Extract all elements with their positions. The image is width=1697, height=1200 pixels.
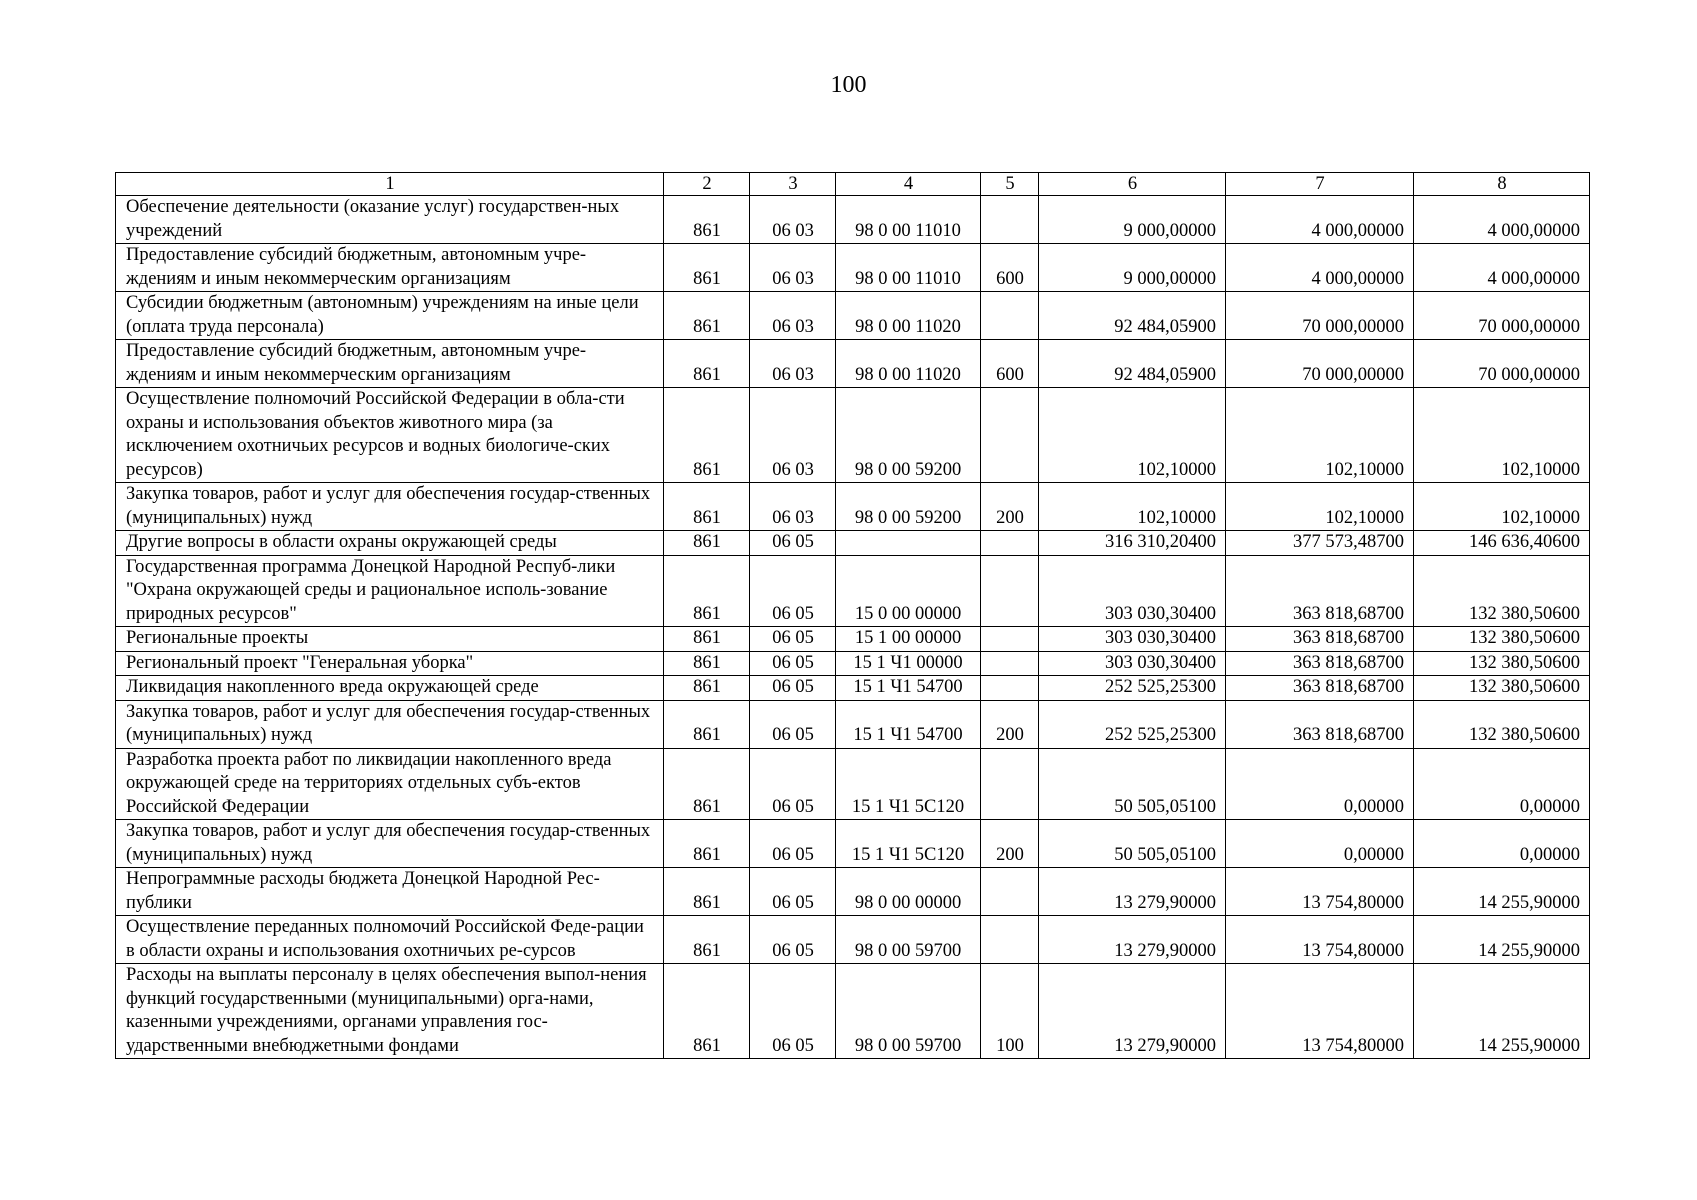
column-header: 7 (1226, 173, 1414, 196)
cell-section-code: 06 03 (750, 388, 836, 483)
page-number: 100 (830, 72, 867, 98)
cell-expense-type (981, 196, 1039, 244)
column-header: 1 (116, 173, 664, 196)
cell-amount-year3: 4 000,00000 (1414, 244, 1590, 292)
cell-name: Ликвидация накопленного вреда окружающей среде (116, 676, 664, 701)
cell-section-code: 06 05 (750, 700, 836, 748)
cell-target-code: 98 0 00 00000 (836, 868, 981, 916)
cell-amount-year1: 303 030,30400 (1039, 651, 1226, 676)
cell-ministry-code: 861 (664, 196, 750, 244)
cell-target-code: 98 0 00 11020 (836, 340, 981, 388)
cell-expense-type (981, 627, 1039, 652)
cell-amount-year1: 303 030,30400 (1039, 627, 1226, 652)
cell-target-code: 15 1 Ч1 54700 (836, 700, 981, 748)
cell-amount-year2: 4 000,00000 (1226, 196, 1414, 244)
cell-name: Закупка товаров, работ и услуг для обеспечения государ-ственных (муниципальных) нужд (116, 700, 664, 748)
cell-amount-year2: 0,00000 (1226, 748, 1414, 820)
cell-expense-type (981, 676, 1039, 701)
cell-target-code: 15 0 00 00000 (836, 555, 981, 627)
cell-amount-year2: 0,00000 (1226, 820, 1414, 868)
cell-amount-year2: 4 000,00000 (1226, 244, 1414, 292)
cell-amount-year2: 363 818,68700 (1226, 700, 1414, 748)
cell-ministry-code: 861 (664, 916, 750, 964)
cell-amount-year3: 146 636,40600 (1414, 531, 1590, 556)
cell-amount-year1: 252 525,25300 (1039, 700, 1226, 748)
cell-target-code: 98 0 00 59200 (836, 388, 981, 483)
cell-amount-year3: 14 255,90000 (1414, 964, 1590, 1059)
cell-target-code: 15 1 00 00000 (836, 627, 981, 652)
table-row (116, 651, 1590, 676)
cell-amount-year1: 92 484,05900 (1039, 292, 1226, 340)
cell-expense-type: 100 (981, 964, 1039, 1059)
cell-expense-type: 600 (981, 244, 1039, 292)
cell-section-code: 06 03 (750, 244, 836, 292)
column-header: 4 (836, 173, 981, 196)
cell-ministry-code: 861 (664, 340, 750, 388)
cell-amount-year1: 102,10000 (1039, 483, 1226, 531)
table-row (116, 820, 1590, 868)
cell-name: Осуществление полномочий Российской Федерации в обла-сти охраны и использования объектов животного мира (за исключением охотничьих ресурсов и водных биологиче-ских ресурсов) (116, 388, 664, 483)
cell-section-code: 06 05 (750, 676, 836, 701)
cell-amount-year2: 363 818,68700 (1226, 676, 1414, 701)
cell-ministry-code: 861 (664, 651, 750, 676)
cell-expense-type (981, 916, 1039, 964)
cell-amount-year2: 363 818,68700 (1226, 627, 1414, 652)
cell-amount-year2: 13 754,80000 (1226, 916, 1414, 964)
cell-target-code: 98 0 00 11010 (836, 196, 981, 244)
table-row (116, 244, 1590, 292)
cell-amount-year1: 13 279,90000 (1039, 916, 1226, 964)
table-row (116, 700, 1590, 748)
table-row (116, 531, 1590, 556)
table-row (116, 196, 1590, 244)
table-row (116, 483, 1590, 531)
cell-expense-type: 600 (981, 340, 1039, 388)
cell-section-code: 06 05 (750, 748, 836, 820)
cell-section-code: 06 05 (750, 531, 836, 556)
column-header: 6 (1039, 173, 1226, 196)
cell-expense-type: 200 (981, 700, 1039, 748)
cell-amount-year2: 102,10000 (1226, 388, 1414, 483)
cell-section-code: 06 05 (750, 868, 836, 916)
cell-amount-year1: 13 279,90000 (1039, 868, 1226, 916)
cell-target-code: 98 0 00 59700 (836, 964, 981, 1059)
cell-section-code: 06 05 (750, 651, 836, 676)
column-header: 3 (750, 173, 836, 196)
cell-amount-year2: 377 573,48700 (1226, 531, 1414, 556)
table-row (116, 964, 1590, 1059)
cell-name: Закупка товаров, работ и услуг для обеспечения государ-ственных (муниципальных) нужд (116, 820, 664, 868)
cell-target-code: 15 1 Ч1 54700 (836, 676, 981, 701)
cell-amount-year2: 70 000,00000 (1226, 292, 1414, 340)
cell-section-code: 06 03 (750, 340, 836, 388)
cell-amount-year3: 102,10000 (1414, 388, 1590, 483)
cell-section-code: 06 05 (750, 627, 836, 652)
cell-ministry-code: 861 (664, 748, 750, 820)
cell-target-code: 98 0 00 11020 (836, 292, 981, 340)
table-row (116, 627, 1590, 652)
cell-amount-year3: 132 380,50600 (1414, 700, 1590, 748)
cell-target-code: 15 1 Ч1 5С120 (836, 748, 981, 820)
cell-expense-type (981, 748, 1039, 820)
table-row (116, 868, 1590, 916)
cell-name: Расходы на выплаты персоналу в целях обеспечения выпол-нения функций государственными (муниципальными) орга-нами, казенными учреждениями, органами управления гос-ударственными внебюджетными фондами (116, 964, 664, 1059)
cell-amount-year1: 303 030,30400 (1039, 555, 1226, 627)
cell-amount-year3: 0,00000 (1414, 748, 1590, 820)
cell-ministry-code: 861 (664, 868, 750, 916)
budget-table (115, 172, 1590, 1059)
cell-expense-type: 200 (981, 820, 1039, 868)
cell-target-code: 98 0 00 11010 (836, 244, 981, 292)
table-row (116, 676, 1590, 701)
cell-section-code: 06 03 (750, 196, 836, 244)
cell-target-code: 98 0 00 59700 (836, 916, 981, 964)
cell-section-code: 06 03 (750, 483, 836, 531)
cell-name: Региональные проекты (116, 627, 664, 652)
cell-amount-year3: 132 380,50600 (1414, 651, 1590, 676)
cell-expense-type (981, 531, 1039, 556)
cell-ministry-code: 861 (664, 292, 750, 340)
cell-amount-year3: 14 255,90000 (1414, 916, 1590, 964)
cell-name: Субсидии бюджетным (автономным) учреждениям на иные цели (оплата труда персонала) (116, 292, 664, 340)
cell-ministry-code: 861 (664, 676, 750, 701)
cell-ministry-code: 861 (664, 555, 750, 627)
cell-ministry-code: 861 (664, 627, 750, 652)
cell-ministry-code: 861 (664, 483, 750, 531)
cell-ministry-code: 861 (664, 531, 750, 556)
cell-section-code: 06 05 (750, 820, 836, 868)
cell-amount-year1: 316 310,20400 (1039, 531, 1226, 556)
cell-expense-type (981, 388, 1039, 483)
cell-amount-year3: 14 255,90000 (1414, 868, 1590, 916)
cell-name: Закупка товаров, работ и услуг для обеспечения государ-ственных (муниципальных) нужд (116, 483, 664, 531)
table-row (116, 555, 1590, 627)
cell-amount-year1: 50 505,05100 (1039, 820, 1226, 868)
cell-target-code: 15 1 Ч1 5С120 (836, 820, 981, 868)
cell-expense-type (981, 651, 1039, 676)
table-row (116, 388, 1590, 483)
column-header: 5 (981, 173, 1039, 196)
header-row (116, 173, 1590, 196)
cell-amount-year1: 9 000,00000 (1039, 244, 1226, 292)
cell-amount-year2: 13 754,80000 (1226, 868, 1414, 916)
cell-name: Региональный проект "Генеральная уборка" (116, 651, 664, 676)
cell-name: Разработка проекта работ по ликвидации накопленного вреда окружающей среде на территориях отдельных субъ-ектов Российской Федерации (116, 748, 664, 820)
cell-expense-type: 200 (981, 483, 1039, 531)
cell-amount-year3: 132 380,50600 (1414, 676, 1590, 701)
cell-name: Предоставление субсидий бюджетным, автономным учре-ждениям и иным некоммерческим организациям (116, 244, 664, 292)
column-header: 2 (664, 173, 750, 196)
cell-ministry-code: 861 (664, 244, 750, 292)
column-header: 8 (1414, 173, 1590, 196)
cell-amount-year3: 0,00000 (1414, 820, 1590, 868)
cell-section-code: 06 05 (750, 916, 836, 964)
cell-amount-year3: 132 380,50600 (1414, 627, 1590, 652)
cell-name: Другие вопросы в области охраны окружающей среды (116, 531, 664, 556)
cell-amount-year1: 9 000,00000 (1039, 196, 1226, 244)
cell-amount-year2: 70 000,00000 (1226, 340, 1414, 388)
table-row (116, 916, 1590, 964)
cell-section-code: 06 05 (750, 555, 836, 627)
cell-name: Предоставление субсидий бюджетным, автономным учре-ждениям и иным некоммерческим организациям (116, 340, 664, 388)
cell-amount-year2: 102,10000 (1226, 483, 1414, 531)
cell-expense-type (981, 555, 1039, 627)
cell-amount-year2: 363 818,68700 (1226, 555, 1414, 627)
cell-ministry-code: 861 (664, 388, 750, 483)
table-row (116, 340, 1590, 388)
cell-target-code: 15 1 Ч1 00000 (836, 651, 981, 676)
cell-amount-year1: 252 525,25300 (1039, 676, 1226, 701)
table-row (116, 292, 1590, 340)
cell-name: Государственная программа Донецкой Народной Респуб-лики "Охрана окружающей среды и рациональное исполь-зование природных ресурсов" (116, 555, 664, 627)
cell-amount-year1: 102,10000 (1039, 388, 1226, 483)
cell-name: Непрограммные расходы бюджета Донецкой Народной Рес-публики (116, 868, 664, 916)
cell-name: Осуществление переданных полномочий Российской Феде-рации в области охраны и использования охотничьих ре-сурсов (116, 916, 664, 964)
cell-amount-year3: 70 000,00000 (1414, 340, 1590, 388)
cell-ministry-code: 861 (664, 700, 750, 748)
cell-ministry-code: 861 (664, 820, 750, 868)
cell-section-code: 06 05 (750, 964, 836, 1059)
cell-amount-year1: 92 484,05900 (1039, 340, 1226, 388)
cell-name: Обеспечение деятельности (оказание услуг) государствен-ных учреждений (116, 196, 664, 244)
cell-expense-type (981, 292, 1039, 340)
cell-target-code: 98 0 00 59200 (836, 483, 981, 531)
cell-amount-year3: 4 000,00000 (1414, 196, 1590, 244)
cell-amount-year1: 13 279,90000 (1039, 964, 1226, 1059)
cell-amount-year1: 50 505,05100 (1039, 748, 1226, 820)
cell-amount-year3: 132 380,50600 (1414, 555, 1590, 627)
cell-amount-year2: 363 818,68700 (1226, 651, 1414, 676)
cell-expense-type (981, 868, 1039, 916)
cell-ministry-code: 861 (664, 964, 750, 1059)
table-row (116, 748, 1590, 820)
cell-amount-year3: 70 000,00000 (1414, 292, 1590, 340)
cell-target-code (836, 531, 981, 556)
cell-amount-year3: 102,10000 (1414, 483, 1590, 531)
cell-amount-year2: 13 754,80000 (1226, 964, 1414, 1059)
cell-section-code: 06 03 (750, 292, 836, 340)
